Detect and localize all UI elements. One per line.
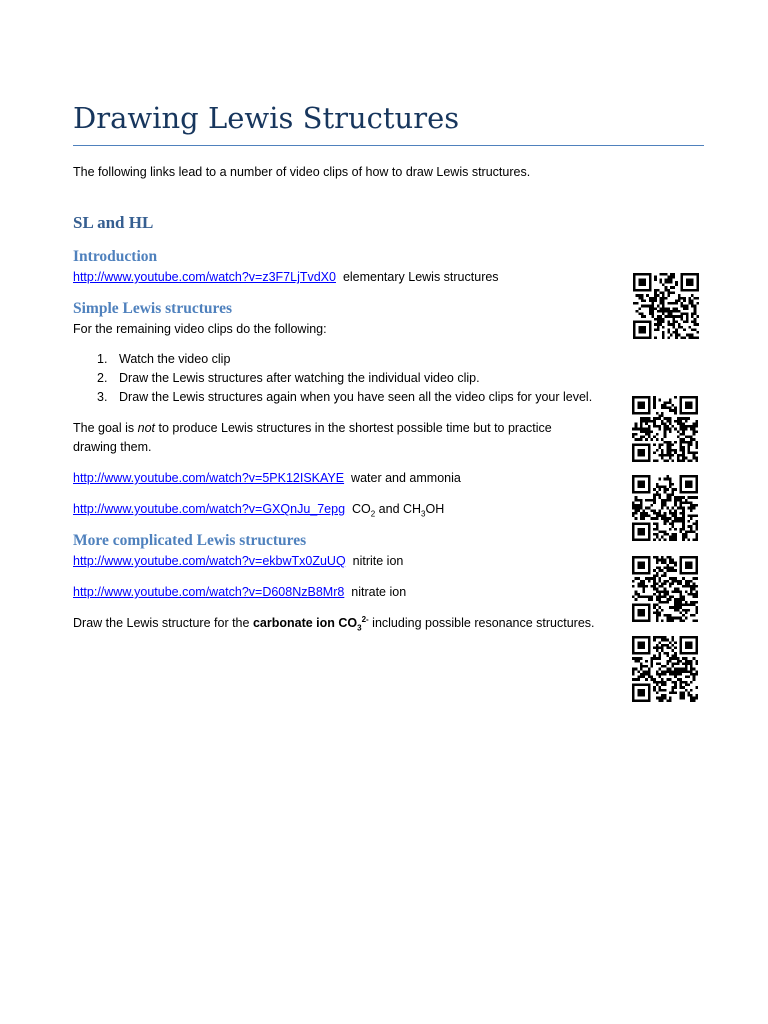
co2-methanol-video-link[interactable]: http://www.youtube.com/watch?v=GXQnJu_7epg [73, 502, 346, 516]
qr-code-icon [631, 475, 699, 541]
intro-link-line [73, 268, 499, 287]
list-item: 1. Watch the video clip [97, 352, 231, 366]
nitrite-video-link[interactable]: http://www.youtube.com/watch?v=ekbwTx0ZuUQ [73, 554, 346, 568]
goal-text-line2: drawing them. [73, 440, 152, 454]
nitrate-video-link[interactable]: http://www.youtube.com/watch?v=D608NzB8Mr8 [73, 585, 345, 599]
qr-code-icon [631, 396, 699, 462]
intro-link-desc: elementary Lewis structures [342, 270, 499, 284]
water-link-line: http://www.youtube.com/watch?v=5PK12ISKAYE water and ammonia [73, 471, 461, 485]
instruction-text: For the remaining video clips do the following: [73, 322, 327, 336]
carbonate-ion-bold: carbonate ion $CO_3^{2-}$ [252, 614, 369, 633]
qr-code-icon [632, 273, 700, 339]
list-item: 3. Draw the Lewis structures again when you have seen all the video clips for your level. [97, 390, 593, 404]
qr-code-icon [631, 556, 699, 622]
emphasis-not: not [137, 421, 156, 435]
co2-link-line: http://www.youtube.com/watch?v=GXQnJu_7epg $CO_2$ and $CH_3OH$ [73, 502, 445, 519]
title-underline [73, 145, 704, 146]
nitrite-link-line: http://www.youtube.com/watch?v=ekbwTx0ZuUQ nitrite ion [73, 554, 404, 568]
list-item: 2. Draw the Lewis structures after watching the individual video clip. [97, 371, 480, 385]
heading-introduction: Introduction [73, 248, 158, 265]
heading-more-complicated: More complicated Lewis structures [73, 532, 307, 549]
heading-simple-lewis: Simple Lewis structures [73, 300, 233, 317]
goal-text: The goal is not to produce Lewis structures in the shortest possible time but to practice [73, 421, 552, 435]
water-ammonia-video-link[interactable]: http://www.youtube.com/watch?v=5PK12ISKAYE [73, 471, 345, 485]
carbonate-task: Draw the Lewis structure for the carbonate ion $CO_3^{2-}$ including possible resonance structures. [73, 614, 595, 633]
qr-code-icon [631, 636, 699, 702]
section-heading-sl-hl: SL and HL [73, 213, 154, 232]
intro-video-link[interactable]: http://www.youtube.com/watch?v=z3F7LjTvdX0 [73, 270, 336, 284]
steps-list [73, 350, 592, 407]
intro-text: The following links lead to a number of video clips of how to draw Lewis structures. [73, 165, 531, 179]
page-title: Drawing Lewis Structures [73, 101, 460, 135]
nitrate-link-line: http://www.youtube.com/watch?v=D608NzB8Mr8 nitrate ion [73, 585, 407, 599]
